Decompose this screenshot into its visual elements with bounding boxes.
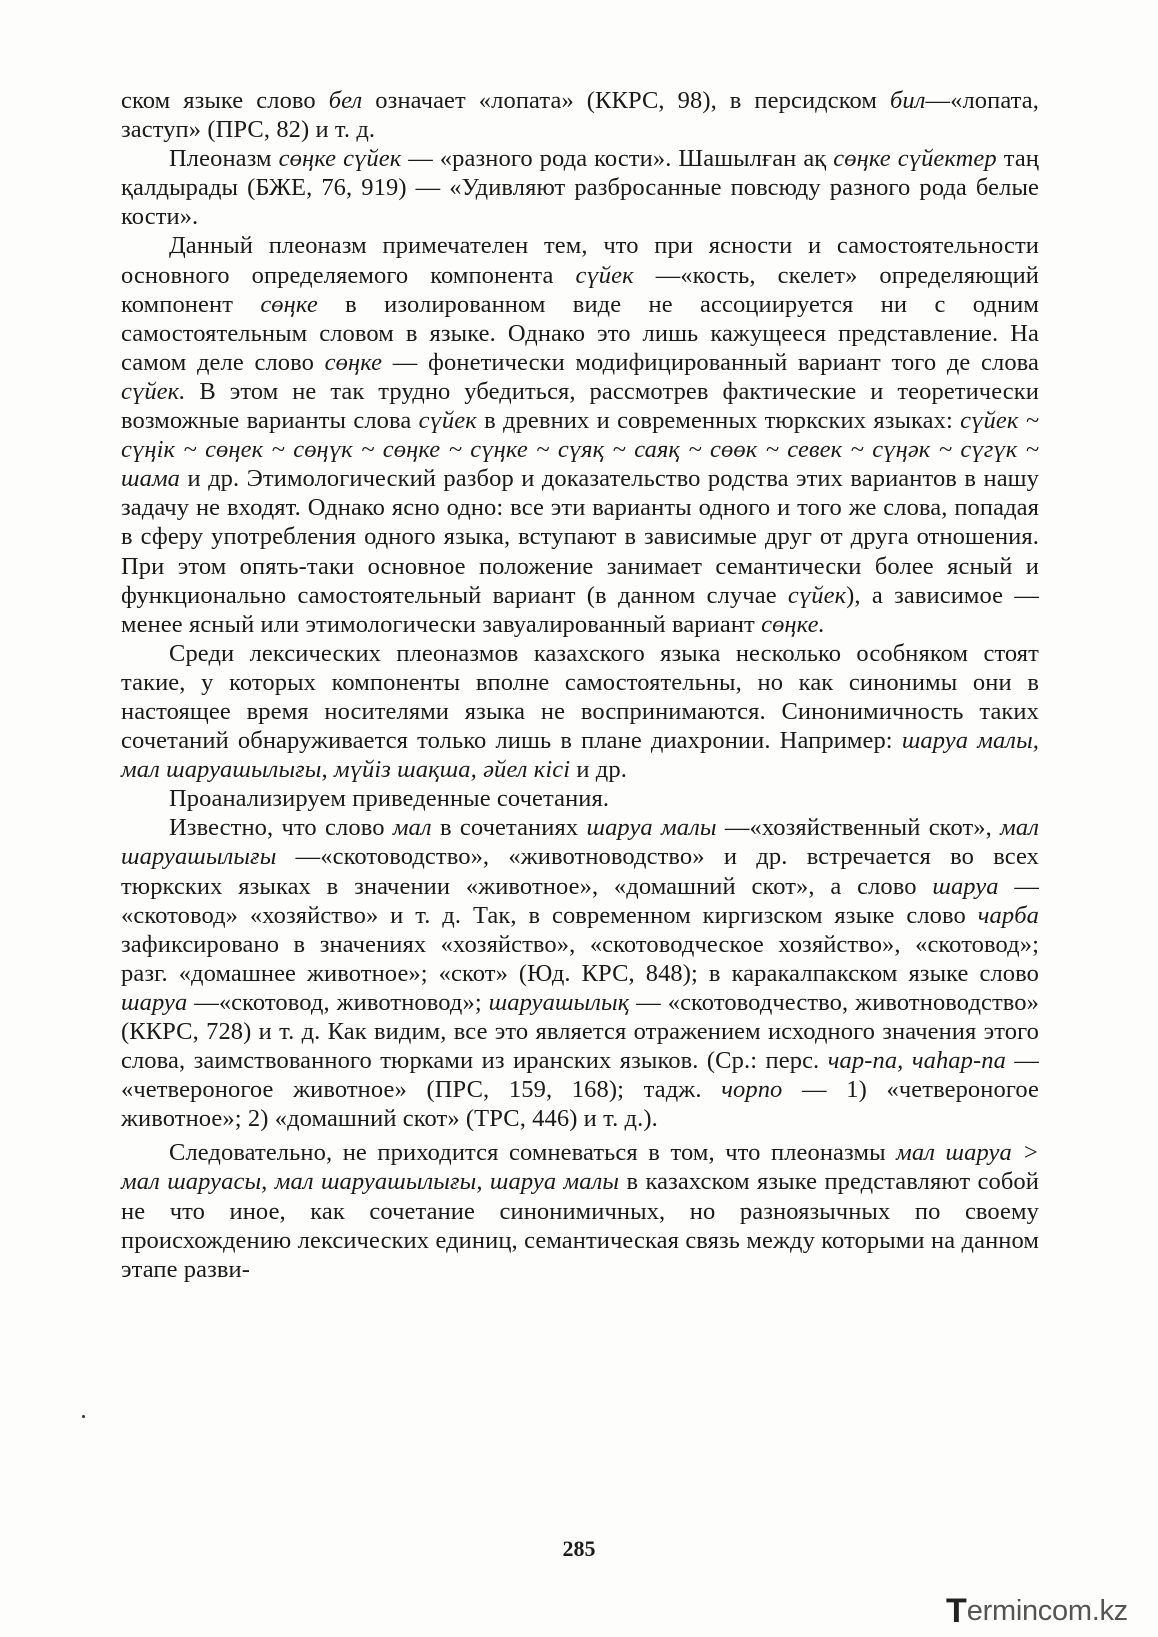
italic-term: сүйек <box>787 581 847 609</box>
italic-term: мал шаруа > мал шаруасы, мал шаруашылығы, шаруа малы <box>121 1139 1040 1196</box>
italic-term: бел <box>328 87 363 114</box>
italic-term: сөңке сүйектер <box>833 145 997 173</box>
text-run: — «разного рода кости». Шашылған ақ <box>401 145 834 173</box>
watermark-letter-t: T <box>946 1591 967 1630</box>
text-run: Следовательно, не приходится сомневаться в том, что плеоназмы <box>169 1139 897 1167</box>
italic-term: шаруа <box>121 988 188 1016</box>
text-run: —«лопата, заступ» (ПРС, 82) и т. д. <box>121 87 1039 144</box>
italic-term: шаруа малы, мал шаруашылығы, мүйіз шақша, әйел кісі <box>121 727 1039 784</box>
paragraph <box>121 813 1039 1133</box>
text-run: — «скотовод» «хозяйство» и т. д. Так, в современном киргизском языке слово <box>121 872 1040 929</box>
paragraph <box>121 231 1039 638</box>
text-run: зафиксировано в значениях «хозяйство», «скотоводческое хозяйство», «скотовод»; разг. «домашнее животное»; «скот» (Юд. КРС, 848); в каракалпакском языке слово <box>121 930 1039 987</box>
italic-term: сүйек <box>575 261 634 289</box>
text-run: —«хозяйственный скот», <box>716 814 1001 842</box>
text-run: и др. Этимологический разбор и доказательство родства этих вариантов в нашу задачу не входят. Однако ясно одно: все эти варианты одного и того же слова, попадая в сферу употребления одного языка, вступают в зависимые друг от друга отношения. При этом опять-таки основное положение занимает семантически более ясный и функционально самостоятельный вариант (в данном случае <box>121 465 1039 609</box>
paragraph <box>121 144 1039 231</box>
text-run: —«скотовод, животновод»; <box>187 988 489 1016</box>
italic-term: сөңке <box>324 348 383 376</box>
paragraph <box>121 784 1039 813</box>
text-run: В этом не так трудно убедиться, рассмотрев фактические и теоретически возможные варианты слова <box>121 377 1039 435</box>
watermark-text: ermincom <box>966 1594 1092 1627</box>
text-run: Плеоназм <box>169 145 279 173</box>
watermark-logo <box>946 1592 1142 1630</box>
text-run: Проанализируем приведенные сочетания. <box>169 785 610 813</box>
text-run: — фонетически модифицированный вариант того де слова <box>382 348 1039 376</box>
text-run: — 1) «четвероногое животное»; 2) «домашний скот» (ТРС, 446) и т. д.). <box>121 1076 1040 1133</box>
italic-term: сүйек <box>418 407 477 435</box>
text-run: таң қалдырады (БЖЕ, 76, 919) — «Удивляют разбросанные повсюду разного рода белые кости». <box>121 145 1039 231</box>
text-run: в сочетаниях <box>431 814 587 842</box>
italic-term: сөңке сүйек <box>278 145 402 173</box>
text-run: в казахском языке представляют собой не что иное, как сочетание синонимичных, но разноязычных по своему происхождению лексических единиц, семантическая связь между которыми на данном этапе разви- <box>121 1168 1039 1283</box>
text-run: —«кость, скелет» определяющий компонент <box>121 261 1040 318</box>
body-text <box>121 86 1039 1284</box>
italic-term: мал шаруашылығы <box>121 814 1039 871</box>
italic-term: сүйек. <box>121 377 186 405</box>
italic-term: шаруа <box>932 872 999 900</box>
paragraph <box>121 639 1039 784</box>
text-run: ском языке слово <box>121 87 329 114</box>
text-run: Среди лексических плеоназмов казахского языка несколько особняком стоят такие, у которых компоненты вполне самостоятельны, но как синонимы они в настоящее время носителями языка не воспринимаются. Синонимичность таких сочетаний обнаруживается только лишь в плане диахронии. Например: <box>121 639 1039 755</box>
text-run: Данный плеоназм примечателен тем, что при ясности и самостоятельности основного определяемого компонента <box>121 232 1039 289</box>
text-run: в древних и современных тюркских языках: <box>476 407 961 435</box>
italic-term: чорпо <box>721 1076 783 1104</box>
italic-term: шаруашылық <box>488 988 630 1016</box>
text-run: в изолированном виде не ассоциируется ни с одним самостоятельным словом в языке. Однако это лишь кажущееся представление. На самом деле слово <box>121 290 1039 376</box>
text-run: и др. <box>570 756 627 784</box>
italic-term: шаруа малы <box>586 814 717 842</box>
margin-dot <box>82 1415 85 1418</box>
italic-term: бил <box>889 87 926 114</box>
text-run: Известно, что слово <box>169 814 393 842</box>
italic-term: чарба <box>977 901 1039 929</box>
italic-term: сөңке. <box>761 610 825 638</box>
italic-term: мал <box>392 814 432 842</box>
italic-term: чар-па, чаһар-па <box>827 1047 1006 1075</box>
page-number: 285 <box>562 1536 596 1561</box>
paragraph <box>121 86 1039 144</box>
italic-term: сүйек ~ сүңік ~ сөңек ~ сөңүк ~ сөңке ~ сүңке ~ сүяқ ~ саяқ ~ сөөк ~ севек ~ сүңәк ~ сүгүк ~ шама <box>121 407 1039 493</box>
watermark-domain: .kz <box>1091 1594 1128 1627</box>
text-run: ), а зависимое — менее ясный или этимологически завуалированный вариант <box>121 581 1039 638</box>
italic-term: сөңке <box>260 290 318 318</box>
paragraph <box>121 1138 1039 1283</box>
text-run: означает «лопата» (ККРС, 98), в персидском <box>362 87 890 114</box>
text-run: — «скотоводчество, животноводство» (ККРС, 728) и т. д. Как видим, все это является отражением исходного значения этого слова, заимствованного тюрками из иранских языков. (Ср.: перс. <box>121 988 1039 1075</box>
text-run: — «четвероногое животное» (ПРС, 159, 168); тадж. <box>121 1047 1040 1104</box>
text-run: —«скотоводство», «животноводство» и др. встречается во всех тюркских языках в значении «животное», «домашний скот», а слово <box>121 843 1039 900</box>
